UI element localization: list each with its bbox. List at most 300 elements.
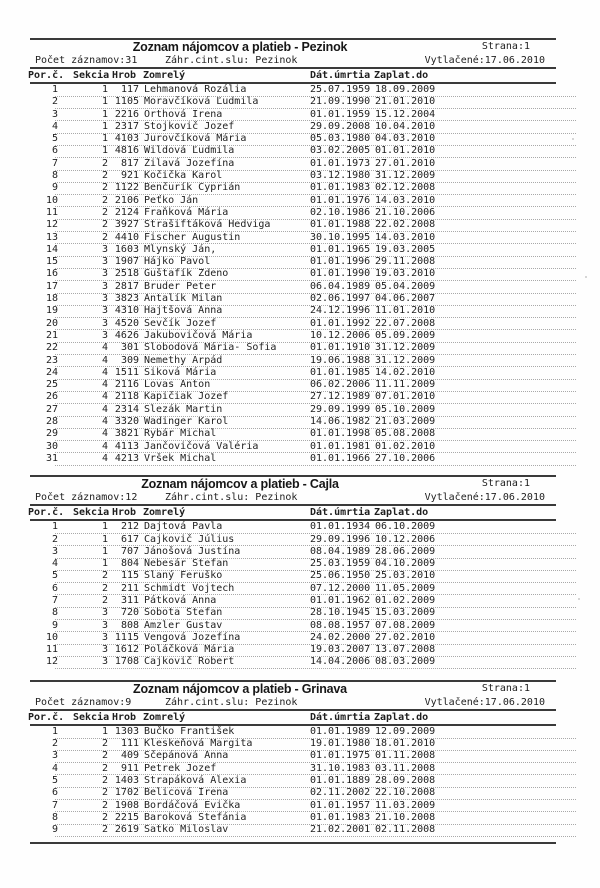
table-row — [0, 632, 600, 644]
table-row — [0, 256, 600, 268]
col-section: 3 — [101, 317, 108, 329]
col-grave: 212 — [120, 521, 139, 533]
col-no: 20 — [45, 317, 58, 329]
col-section: 2 — [101, 570, 108, 582]
col-death-date: 01.01.1998 — [310, 428, 371, 440]
col-section: 4 — [101, 416, 108, 428]
col-paid-until: 21.03.2009 — [375, 416, 436, 428]
record-count-label: Počet záznamov:9 — [35, 696, 132, 708]
col-no: 18 — [45, 293, 58, 305]
col-grave: 617 — [120, 533, 139, 545]
col-no: 11 — [45, 644, 58, 656]
table-row — [0, 726, 600, 738]
col-deceased: Benčurík Cyprián — [144, 182, 241, 194]
col-grave: 911 — [120, 762, 139, 774]
col-deceased: Satko Miloslav — [144, 824, 229, 836]
col-grave: 1105 — [114, 96, 139, 108]
col-paid-until: 14.02.2010 — [375, 366, 436, 378]
col-paid-until: 04.06.2007 — [375, 293, 436, 305]
col-deceased: Slezák Martin — [144, 403, 223, 415]
column-header-section: Sekcia — [73, 711, 110, 723]
table-row — [0, 121, 600, 133]
col-death-date: 06.04.1989 — [310, 280, 371, 292]
table-row — [0, 182, 600, 194]
col-deceased: Mlynský Ján, — [144, 243, 217, 255]
table-row — [0, 441, 600, 453]
col-death-date: 19.03.2007 — [310, 644, 371, 656]
info-row — [0, 491, 600, 504]
col-deceased: Belicová Irena — [144, 787, 229, 799]
col-paid-until: 14.03.2010 — [375, 194, 436, 206]
col-death-date: 01.01.1975 — [310, 750, 371, 762]
col-death-date: 25.07.1959 — [310, 84, 371, 95]
table-body — [0, 521, 600, 669]
col-paid-until: 21.10.2006 — [375, 206, 436, 218]
col-no: 24 — [45, 366, 58, 378]
col-death-date: 02.10.1986 — [310, 206, 371, 218]
col-section: 2 — [101, 811, 108, 823]
col-death-date: 29.09.1996 — [310, 533, 371, 545]
col-paid-until: 11.05.2009 — [375, 582, 436, 594]
table-row — [0, 133, 600, 145]
col-section: 1 — [101, 145, 108, 157]
col-death-date: 07.12.2000 — [310, 582, 371, 594]
col-grave: 4626 — [114, 329, 139, 341]
page-bottom-rule — [30, 842, 556, 844]
col-paid-until: 02.11.2008 — [375, 824, 436, 836]
col-death-date: 10.12.2006 — [310, 329, 371, 341]
table-row — [0, 620, 600, 632]
col-deceased: Vengová Jozefína — [144, 631, 241, 643]
table-row — [0, 775, 600, 787]
table-row — [0, 342, 600, 354]
col-deceased: Wadinger Karol — [144, 416, 229, 428]
table-row — [0, 293, 600, 305]
col-paid-until: 14.03.2010 — [375, 231, 436, 243]
col-no: 21 — [45, 329, 58, 341]
col-grave: 1603 — [114, 243, 139, 255]
col-grave: 1122 — [114, 182, 139, 194]
col-grave: 111 — [120, 738, 139, 750]
col-death-date: 29.09.1999 — [310, 403, 371, 415]
table-row — [0, 367, 600, 379]
col-section: 1 — [101, 521, 108, 533]
col-no: 9 — [51, 824, 58, 836]
col-section: 3 — [101, 305, 108, 317]
col-section: 3 — [101, 644, 108, 656]
col-death-date: 24.02.2000 — [310, 631, 371, 643]
col-section: 2 — [101, 157, 108, 169]
col-no: 4 — [51, 558, 58, 570]
col-grave: 2118 — [114, 391, 139, 403]
table-body — [0, 84, 600, 465]
col-section: 2 — [101, 824, 108, 836]
printed-date-label: Vytlačené:17.06.2010 — [424, 696, 545, 708]
table-row — [0, 84, 600, 96]
col-deceased: Strapáková Alexia — [144, 774, 247, 786]
col-paid-until: 29.11.2008 — [375, 256, 436, 268]
printed-date-label: Vytlačené:17.06.2010 — [424, 55, 545, 66]
page-title: Zoznam nájomcov a platieb - Pezinok — [132, 40, 348, 54]
col-deceased: Bučko František — [144, 725, 235, 737]
col-no: 5 — [51, 133, 58, 145]
col-section: 1 — [101, 133, 108, 145]
col-no: 22 — [45, 342, 58, 354]
col-paid-until: 08.03.2009 — [375, 656, 436, 668]
col-section: 2 — [101, 738, 108, 750]
col-no: 29 — [45, 428, 58, 440]
col-grave: 4520 — [114, 317, 139, 329]
col-paid-until: 01.02.2010 — [375, 440, 436, 452]
col-section: 2 — [101, 182, 108, 194]
col-deceased: Strašiftáková Hedviga — [144, 219, 271, 231]
col-grave: 1702 — [114, 787, 139, 799]
col-death-date: 27.12.1989 — [310, 391, 371, 403]
col-no: 2 — [51, 533, 58, 545]
col-death-date: 06.02.2006 — [310, 379, 371, 391]
col-paid-until: 04.10.2009 — [375, 558, 436, 570]
table-row — [0, 170, 600, 182]
col-paid-until: 07.01.2010 — [375, 391, 436, 403]
col-death-date: 19.01.1980 — [310, 738, 371, 750]
col-no: 7 — [51, 157, 58, 169]
table-row — [0, 656, 600, 668]
col-deceased: Stojkovič Jozef — [144, 120, 235, 132]
col-paid-until: 27.02.2010 — [375, 631, 436, 643]
col-grave: 2124 — [114, 206, 139, 218]
table-row — [0, 787, 600, 799]
col-no: 8 — [51, 170, 58, 182]
col-death-date: 25.06.1950 — [310, 570, 371, 582]
table-row — [0, 244, 600, 256]
scan-speck — [578, 598, 580, 600]
col-deceased: Wildová Ľudmila — [144, 145, 235, 157]
column-header-deceased: Zomrelý — [143, 70, 186, 81]
table-section-cajla — [0, 475, 600, 669]
col-deceased: Bordáčová Evička — [144, 799, 241, 811]
col-paid-until: 01.11.2008 — [375, 750, 436, 762]
col-no: 16 — [45, 268, 58, 280]
table-row — [0, 570, 600, 582]
col-deceased: Čajkovič Július — [144, 533, 235, 545]
col-section: 4 — [101, 354, 108, 366]
col-grave: 2116 — [114, 379, 139, 391]
table-row — [0, 391, 600, 403]
column-header-grave: Hrob — [112, 70, 137, 81]
column-header-death-date: Dát.úmrtia — [310, 507, 371, 519]
col-deceased: Schmidt Vojtech — [144, 582, 235, 594]
col-no: 11 — [45, 206, 58, 218]
col-deceased: Jančovičová Valéria — [144, 440, 259, 452]
table-row — [0, 546, 600, 558]
col-death-date: 19.06.1988 — [310, 354, 371, 366]
col-grave: 309 — [120, 354, 139, 366]
col-section: 1 — [101, 725, 108, 737]
col-section: 2 — [101, 206, 108, 218]
col-section: 1 — [101, 120, 108, 132]
col-grave: 4103 — [114, 133, 139, 145]
col-deceased: Ščepánová Anna — [144, 750, 229, 762]
col-no: 5 — [51, 570, 58, 582]
col-death-date: 28.10.1945 — [310, 607, 371, 619]
col-section: 4 — [101, 403, 108, 415]
col-section: 3 — [101, 268, 108, 280]
table-row — [0, 207, 600, 219]
col-deceased: Žilavá Jozefína — [144, 157, 235, 169]
column-header-row — [0, 711, 600, 724]
page-number-label: Strana:1 — [481, 478, 530, 490]
col-grave: 4816 — [114, 145, 139, 157]
col-grave: 3821 — [114, 428, 139, 440]
col-section: 1 — [101, 108, 108, 120]
col-deceased: Dajtová Pavla — [144, 521, 223, 533]
col-paid-until: 05.08.2008 — [375, 428, 436, 440]
col-death-date: 24.12.1996 — [310, 305, 371, 317]
table-row — [0, 232, 600, 244]
col-no: 6 — [51, 787, 58, 799]
col-no: 9 — [51, 182, 58, 194]
col-deceased: Kleskeňová Margita — [144, 738, 253, 750]
table-row — [0, 404, 600, 416]
col-section: 3 — [101, 243, 108, 255]
page-number-label: Strana:1 — [481, 682, 530, 694]
table-row — [0, 145, 600, 157]
col-deceased: Kočička Karol — [144, 170, 223, 182]
column-header-paid-until: Zaplat.do — [374, 507, 429, 519]
col-grave: 311 — [120, 594, 139, 606]
printed-date-label: Vytlačené:17.06.2010 — [424, 492, 545, 504]
col-grave: 3927 — [114, 219, 139, 231]
col-paid-until: 19.03.2005 — [375, 243, 436, 255]
col-section: 2 — [101, 774, 108, 786]
table-row — [0, 305, 600, 317]
col-section: 3 — [101, 329, 108, 341]
col-paid-until: 21.10.2008 — [375, 811, 436, 823]
col-deceased: Fischer Augustin — [144, 231, 241, 243]
col-deceased: Guštafík Zdeno — [144, 268, 229, 280]
col-paid-until: 28.09.2008 — [375, 774, 436, 786]
col-death-date: 30.10.1995 — [310, 231, 371, 243]
table-row — [0, 416, 600, 428]
col-paid-until: 21.01.2010 — [375, 96, 436, 108]
col-section: 4 — [101, 342, 108, 354]
col-section: 2 — [101, 750, 108, 762]
col-deceased: Jánošová Justína — [144, 545, 241, 557]
col-deceased: Jurovčíková Mária — [144, 133, 247, 145]
col-no: 7 — [51, 799, 58, 811]
col-death-date: 21.02.2001 — [310, 824, 371, 836]
col-no: 23 — [45, 354, 58, 366]
col-grave: 2216 — [114, 108, 139, 120]
title-row — [0, 682, 600, 696]
col-death-date: 01.01.1989 — [310, 725, 371, 737]
col-deceased: Rybár Michal — [144, 428, 217, 440]
col-no: 4 — [51, 120, 58, 132]
col-deceased: Moravčíková Ľudmila — [144, 96, 259, 108]
col-death-date: 08.04.1989 — [310, 545, 371, 557]
col-death-date: 14.04.2006 — [310, 656, 371, 668]
col-no: 10 — [45, 631, 58, 643]
col-paid-until: 13.07.2008 — [375, 644, 436, 656]
col-death-date: 01.01.1965 — [310, 243, 371, 255]
col-section: 2 — [101, 219, 108, 231]
table-row — [0, 824, 600, 836]
col-paid-until: 27.01.2010 — [375, 157, 436, 169]
col-section: 3 — [101, 293, 108, 305]
col-death-date: 01.01.1981 — [310, 440, 371, 452]
table-row — [0, 330, 600, 342]
col-paid-until: 05.09.2009 — [375, 329, 436, 341]
col-death-date: 05.03.1980 — [310, 133, 371, 145]
col-grave: 1708 — [114, 656, 139, 668]
col-death-date: 25.03.1959 — [310, 558, 371, 570]
service-label: Záhr.cint.slu: Pezinok — [165, 55, 298, 66]
col-grave: 117 — [120, 84, 139, 95]
col-no: 25 — [45, 379, 58, 391]
col-grave: 2518 — [114, 268, 139, 280]
col-no: 1 — [51, 84, 58, 95]
col-death-date: 01.01.1957 — [310, 799, 371, 811]
col-deceased: Čajkovič Robert — [144, 656, 235, 668]
column-header-section: Sekcia — [73, 70, 110, 81]
col-death-date: 01.01.1973 — [310, 157, 371, 169]
column-header-row — [0, 69, 600, 82]
col-paid-until: 06.10.2009 — [375, 521, 436, 533]
table-row — [0, 379, 600, 391]
col-deceased: Slobodová Mária- Sofia — [144, 342, 277, 354]
col-deceased: Jakubovičová Mária — [144, 329, 253, 341]
column-header-deceased: Zomrelý — [143, 711, 186, 723]
col-deceased: Fraňková Mária — [144, 206, 229, 218]
table-row — [0, 195, 600, 207]
column-header-no: Por.č. — [28, 70, 65, 81]
table-row — [0, 558, 600, 570]
col-no: 6 — [51, 582, 58, 594]
col-paid-until: 05.04.2009 — [375, 280, 436, 292]
col-deceased: Peťko Ján — [144, 194, 199, 206]
col-no: 31 — [45, 452, 58, 464]
col-paid-until: 04.03.2010 — [375, 133, 436, 145]
col-paid-until: 22.10.2008 — [375, 787, 436, 799]
table-row — [0, 428, 600, 440]
col-deceased: Sobota Štefan — [144, 607, 223, 619]
col-paid-until: 25.03.2010 — [375, 570, 436, 582]
col-section: 4 — [101, 452, 108, 464]
col-grave: 1908 — [114, 799, 139, 811]
col-deceased: Šiková Mária — [144, 366, 217, 378]
col-death-date: 31.10.1983 — [310, 762, 371, 774]
table-row — [0, 607, 600, 619]
col-grave: 4410 — [114, 231, 139, 243]
col-paid-until: 05.10.2009 — [375, 403, 436, 415]
col-deceased: Antalík Milan — [144, 293, 223, 305]
col-deceased: Orthová Irena — [144, 108, 223, 120]
table-row — [0, 534, 600, 546]
table-row — [0, 521, 600, 533]
col-death-date: 03.12.1980 — [310, 170, 371, 182]
report-page — [0, 38, 600, 888]
col-grave: 707 — [120, 545, 139, 557]
col-section: 2 — [101, 194, 108, 206]
col-deceased: Kapičiak Jozef — [144, 391, 229, 403]
page-title: Zoznam nájomcov a platieb - Grinava — [133, 681, 347, 696]
col-section: 2 — [101, 799, 108, 811]
table-row — [0, 268, 600, 280]
table-row — [0, 219, 600, 231]
service-label: Záhr.cint.slu: Pezinok — [165, 492, 298, 504]
col-death-date: 01.01.1983 — [310, 811, 371, 823]
col-paid-until: 15.03.2009 — [375, 607, 436, 619]
col-grave: 1511 — [114, 366, 139, 378]
col-section: 2 — [101, 762, 108, 774]
page-number-label: Strana:1 — [481, 41, 530, 52]
col-deceased: Hajtšová Anna — [144, 305, 223, 317]
column-header-death-date: Dát.úmrtia — [310, 70, 371, 81]
col-section: 3 — [101, 280, 108, 292]
col-deceased: Amzler Gustav — [144, 619, 223, 631]
col-deceased: Pátková Anna — [144, 594, 217, 606]
col-no: 9 — [51, 619, 58, 631]
col-no: 1 — [51, 725, 58, 737]
col-grave: 115 — [120, 570, 139, 582]
col-death-date: 01.01.1983 — [310, 182, 371, 194]
col-grave: 2619 — [114, 824, 139, 836]
table-row — [0, 644, 600, 656]
title-row — [0, 477, 600, 491]
col-death-date: 01.01.1889 — [310, 774, 371, 786]
col-grave: 211 — [120, 582, 139, 594]
col-death-date: 01.01.1976 — [310, 194, 371, 206]
col-grave: 1612 — [114, 644, 139, 656]
col-grave: 1115 — [114, 631, 139, 643]
info-row — [0, 54, 600, 67]
col-no: 6 — [51, 145, 58, 157]
table-row — [0, 453, 600, 465]
col-grave: 921 — [120, 170, 139, 182]
col-no: 2 — [51, 738, 58, 750]
col-paid-until: 19.03.2010 — [375, 268, 436, 280]
col-deceased: Ševčík Jozef — [144, 317, 217, 329]
col-death-date: 01.01.1959 — [310, 108, 371, 120]
col-section: 1 — [101, 84, 108, 95]
col-paid-until: 01.02.2009 — [375, 594, 436, 606]
col-paid-until: 31.12.2009 — [375, 354, 436, 366]
col-section: 4 — [101, 428, 108, 440]
record-count-label: Počet záznamov:12 — [35, 492, 138, 504]
col-grave: 2106 — [114, 194, 139, 206]
col-death-date: 01.01.1992 — [310, 317, 371, 329]
col-death-date: 01.01.1996 — [310, 256, 371, 268]
col-death-date: 01.01.1988 — [310, 219, 371, 231]
col-death-date: 01.01.1985 — [310, 366, 371, 378]
table-row — [0, 318, 600, 330]
column-header-section: Sekcia — [73, 507, 110, 519]
col-grave: 4213 — [114, 452, 139, 464]
column-header-no: Por.č. — [28, 507, 65, 519]
col-grave: 817 — [120, 157, 139, 169]
table-section-grinava — [0, 680, 600, 837]
col-section: 4 — [101, 366, 108, 378]
col-no: 26 — [45, 391, 58, 403]
table-row — [0, 800, 600, 812]
col-death-date: 01.01.1910 — [310, 342, 371, 354]
col-death-date: 01.01.1990 — [310, 268, 371, 280]
col-paid-until: 10.04.2010 — [375, 120, 436, 132]
column-header-grave: Hrob — [112, 507, 137, 519]
table-row — [0, 763, 600, 775]
col-no: 15 — [45, 256, 58, 268]
col-no: 10 — [45, 194, 58, 206]
